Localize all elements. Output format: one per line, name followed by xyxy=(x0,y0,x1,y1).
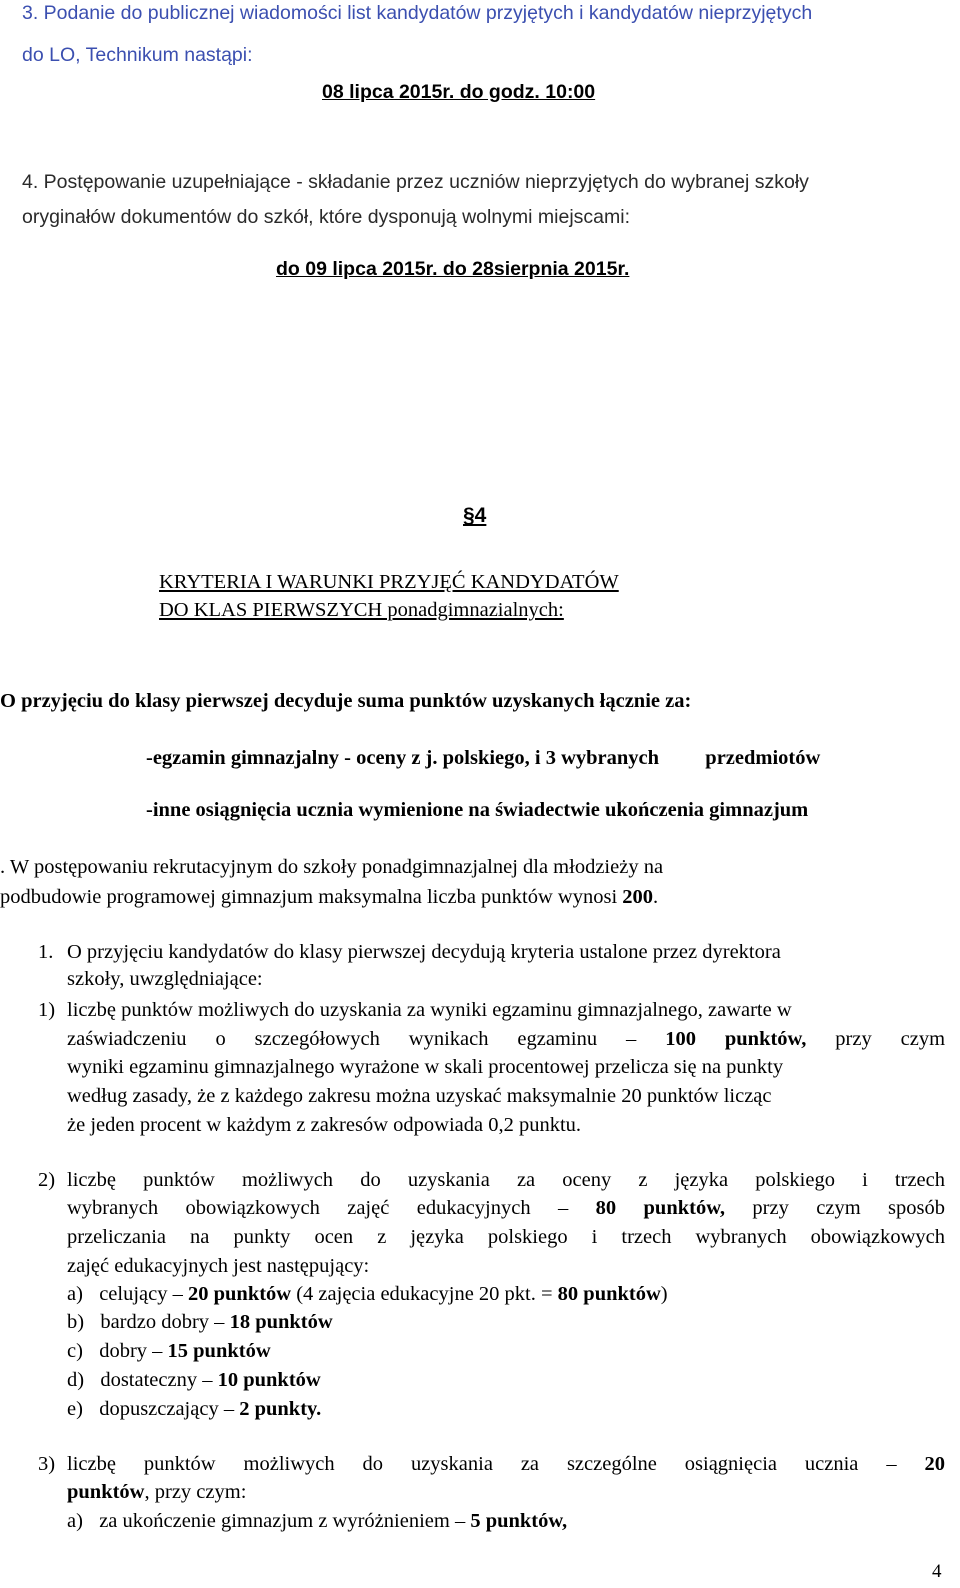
grade-a-total: 80 punktów xyxy=(557,1283,661,1305)
c3-points-word: punktów xyxy=(67,1481,145,1503)
c1-number: 1) xyxy=(38,999,56,1021)
intro-lead: O przyjęciu do klasy pierwszej decyduje suma punktów uzyskanych łącznie za: xyxy=(0,690,692,712)
grade-c-letter: c) xyxy=(67,1340,83,1362)
section-title-1: KRYTERIA I WARUNKI PRZYJĘĆ KANDYDATÓW xyxy=(159,571,619,593)
grade-d-points: 10 punktów xyxy=(217,1369,321,1391)
grade-c-points: 15 punktów xyxy=(167,1340,271,1362)
c1-points: 100 punktów, xyxy=(665,1028,807,1050)
c1-line2-text: zaświadczeniu o szczegółowych wynikach egzaminu – xyxy=(67,1028,637,1050)
intro-para-2-text: podbudowie programowej gimnazjum maksymalna liczba punktów wynosi xyxy=(0,886,623,908)
p1-number: 1. xyxy=(38,941,54,963)
c2-number: 2) xyxy=(38,1169,56,1191)
c3-line2 xyxy=(67,1480,246,1504)
page-number: 4 xyxy=(932,1561,942,1582)
grade-d xyxy=(67,1368,321,1392)
s3-line2: do LO, Technikum nastąpi: xyxy=(22,44,253,66)
grade-b-label: bardzo dobry – xyxy=(100,1311,225,1333)
grade-a-note: (4 zajęcia edukacyjne 20 pkt. = xyxy=(296,1283,553,1305)
c3-item-a-points: 5 punktów, xyxy=(470,1510,568,1532)
grade-e xyxy=(67,1397,321,1421)
intro-item-1-tail: przedmiotów xyxy=(705,747,821,769)
c3-line1-text: liczbę punktów możliwych do uzyskania za szczególne osiągnięcia ucznia – xyxy=(67,1453,897,1475)
intro-item-1-text: -egzamin gimnazjalny - oceny z j. polskiego, i 3 wybranych xyxy=(146,747,660,769)
c2-line1: liczbę punktów możliwych do uzyskania za oceny z języka polskiego i trzech xyxy=(67,1169,945,1191)
grade-b-points: 18 punktów xyxy=(229,1311,333,1333)
grade-d-letter: d) xyxy=(67,1369,85,1391)
s3-line1: 3. Podanie do publicznej wiadomości list kandydatów przyjętych i kandydatów nieprzyjętych xyxy=(22,2,813,24)
intro-item-1 xyxy=(146,746,820,770)
c2-line2-tail: przy czym sposób xyxy=(752,1197,945,1219)
grade-a-points: 20 punktów xyxy=(187,1283,292,1305)
c2-line3: przeliczania na punkty ocen z języka polskiego i trzech wybranych obowiązkowych xyxy=(67,1226,945,1248)
intro-para-2-end: . xyxy=(653,886,659,908)
c1-line1: liczbę punktów możliwych do uzyskania za wyniki egzaminu gimnazjalnego, zawarte w xyxy=(67,999,792,1021)
grade-a-label: celujący – xyxy=(99,1283,183,1305)
section-title-2: DO KLAS PIERWSZYCH ponadgimnazialnych: xyxy=(159,599,564,621)
grade-a-letter: a) xyxy=(67,1283,83,1305)
grade-c xyxy=(67,1339,271,1363)
p1-line2: szkoły, uwzględniające: xyxy=(67,968,263,990)
c1-line3: wyniki egzaminu gimnazjalnego wyrażone w skali procentowej przelicza się na punkty xyxy=(67,1056,784,1078)
section-mark: §4 xyxy=(463,504,487,527)
c1-line5: że jeden procent w każdym z zakresów odpowiada 0,2 punktu. xyxy=(67,1114,582,1136)
s4-line1: 4. Postępowanie uzupełniające - składanie przez uczniów nieprzyjętych do wybranej szkoły xyxy=(22,171,809,193)
intro-max-points: 200 xyxy=(622,886,654,908)
c2-points: 80 punktów, xyxy=(595,1197,726,1219)
grade-e-label: dopuszczający – xyxy=(99,1398,235,1420)
grade-d-label: dostateczny – xyxy=(100,1369,213,1391)
intro-para-1: . W postępowaniu rekrutacyjnym do szkoły ponadgimnazjalnej dla młodzieży na xyxy=(0,856,664,878)
p1-line1: O przyjęciu kandydatów do klasy pierwszej decydują kryteria ustalone przez dyrektora xyxy=(67,941,781,963)
grade-a xyxy=(67,1282,668,1306)
c3-item-a xyxy=(67,1509,567,1533)
c1-line2 xyxy=(67,1027,945,1051)
c3-points: 20 xyxy=(924,1453,945,1475)
c3-line1 xyxy=(67,1452,945,1476)
grade-b xyxy=(67,1310,333,1334)
c2-line4: zajęć edukacyjnych jest następujący: xyxy=(67,1255,370,1277)
s4-line2: oryginałów dokumentów do szkół, które dysponują wolnymi miejscami: xyxy=(22,206,631,228)
grade-e-letter: e) xyxy=(67,1398,83,1420)
c1-line2-tail: przy czym xyxy=(835,1028,946,1050)
intro-item-2: -inne osiągnięcia ucznia wymienione na świadectwie ukończenia gimnazjum xyxy=(146,799,809,821)
c2-line2-text: wybranych obowiązkowych zajęć edukacyjnych – xyxy=(67,1197,569,1219)
intro-para-2 xyxy=(0,885,658,909)
c3-item-a-letter: a) xyxy=(67,1510,83,1532)
s3-date: 08 lipca 2015r. do godz. 10:00 xyxy=(322,81,596,103)
grade-e-points: 2 punkty. xyxy=(239,1398,322,1420)
c3-number: 3) xyxy=(38,1453,56,1475)
s4-date: do 09 lipca 2015r. do 28sierpnia 2015r. xyxy=(276,258,630,280)
c3-item-a-label: za ukończenie gimnazjum z wyróżnieniem – xyxy=(99,1510,466,1532)
grade-c-label: dobry – xyxy=(99,1340,163,1362)
c2-line2 xyxy=(67,1196,945,1220)
c1-line4: według zasady, że z każdego zakresu można uzyskać maksymalnie 20 punktów licząc xyxy=(67,1085,772,1107)
c3-line2-tail: , przy czym: xyxy=(144,1481,247,1503)
grade-a-close: ) xyxy=(660,1283,668,1305)
grade-b-letter: b) xyxy=(67,1311,85,1333)
